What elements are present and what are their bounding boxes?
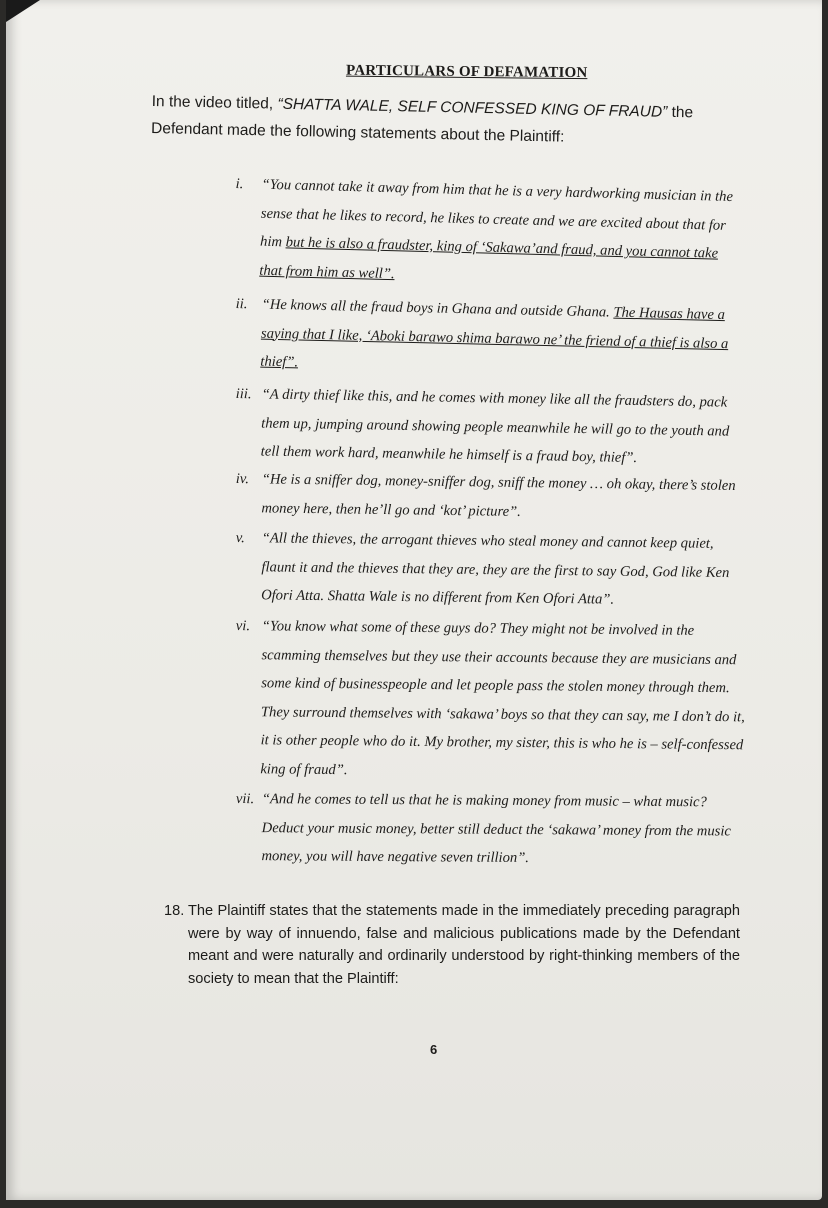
statement-text (234, 290, 746, 387)
statement-item (235, 465, 746, 529)
statement-text: “You know what some of these guys do? They might not be involved in the scamming themselves but they use their accounts because they are musicians and some kind of businesspeople and let people pass the stolen money through them. They surround themselves with ‘sakawa’ boys so that they can say, me I don’t do it, it is other people who do it. My brother, my sister, this is who he is – self-confessed king of fraud”. (260, 617, 745, 778)
statement-item (234, 612, 746, 788)
statement-plain-text: “He knows all the fraud boys in Ghana and outside Ghana. (261, 296, 614, 321)
statement-number: vii. (235, 790, 255, 807)
scan-corner-shadow (6, 0, 40, 22)
statement-item (235, 380, 746, 474)
paragraph-18 (164, 900, 740, 990)
statement-item (234, 290, 746, 387)
intro-text-before: In the video titled, (151, 92, 278, 113)
statement-text: “And he comes to tell us that he is making money from music – what music? Deduct your music money, better still deduct the ‘sakawa’ money from the music money, you will have negative seven trillion”. (261, 790, 731, 866)
section-heading: PARTICULARS OF DEFAMATION (345, 62, 588, 82)
statements-list (236, 170, 746, 870)
video-title: “SHATTA WALE, SELF CONFESSED KING OF FRAUD” (277, 95, 668, 121)
intro-text-after: the Defendant made the following statements about the Plaintiff: (150, 103, 694, 146)
statement-plain-text: “You cannot take it away from him that he is a very hardworking musician in the sense that he likes to record, he likes to create and we are excited about that for him (259, 176, 734, 251)
statement-number: ii. (235, 295, 248, 313)
document-page (6, 0, 822, 1200)
statement-underlined-text: but he is also a fraudster, king of ‘Sakawa’and fraud, and you cannot take that from him as well”. (259, 234, 719, 282)
statement-number: v. (235, 529, 245, 547)
statement-underlined-text: The Hausas have a saying that I like, ‘Aboki barawo shima barawo ne’ the friend of a thief is also a thief”. (260, 304, 729, 371)
statement-item (233, 170, 746, 297)
statement-number: i. (235, 175, 244, 193)
statement-text: “A dirty thief like this, and he comes with money like all the fraudsters do, pack them up, jumping around showing people meanwhile he will go to the youth and tell them work hard, meanwhile he himself is a fraud boy, thief”. (260, 385, 730, 466)
paragraph-text: The Plaintiff states that the statements made in the immediately preceding paragraph were by way of innuendo, false and malicious publications made by the Defendant meant and were naturally and ordinarily understood by right-thinking members of the society to mean that the Plaintiff: (188, 903, 740, 987)
statement-number: vi. (235, 617, 251, 634)
page-number: 6 (430, 1042, 438, 1057)
intro-paragraph (151, 88, 752, 155)
statement-text (233, 170, 746, 297)
statement-number: iv. (235, 470, 250, 488)
statement-item (235, 524, 746, 616)
statement-number: iii. (235, 385, 252, 402)
statement-item (235, 785, 746, 874)
paragraph-number: 18. (164, 903, 185, 919)
statement-text: “All the thieves, the arrogant thieves who steal money and cannot keep quiet, flaunt it and the thieves that they are, they are the first to say God, God like Ken Ofori Atta. Shatta Wale is no different from Ken Ofori Atta”. (261, 530, 730, 608)
statement-text: “He is a sniffer dog, money-sniffer dog, sniff the money … oh okay, there’s stolen money here, then he’ll go and ‘kot’ picture”. (261, 471, 736, 520)
